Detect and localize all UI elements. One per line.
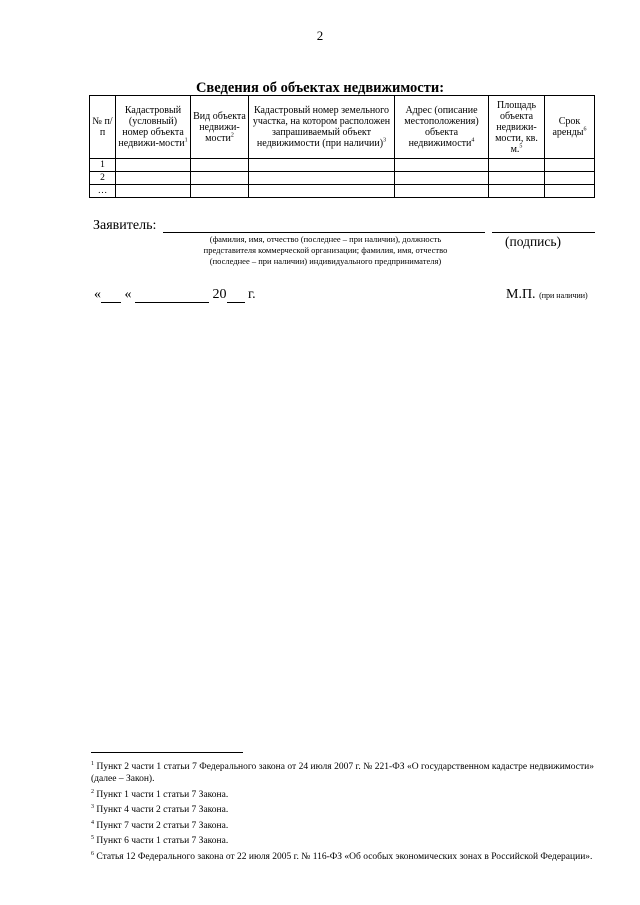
header-address: Адрес (описание местоположения) объекта недвижимости$^4$ <box>395 96 489 159</box>
footnote-divider <box>91 752 243 753</box>
header-lease-term: Срок аренды$^6$ <box>545 96 595 159</box>
page-number: 2 <box>316 28 324 43</box>
date-day-field[interactable] <box>101 302 121 303</box>
real-estate-table <box>89 95 595 198</box>
date-open-quote: « <box>94 287 101 302</box>
signature-field[interactable] <box>492 232 595 233</box>
table-cell[interactable] <box>489 185 545 198</box>
table-cell: 2 <box>90 172 116 185</box>
signature-caption: (подпись) <box>505 234 562 249</box>
table-cell[interactable] <box>545 172 595 185</box>
table-cell[interactable] <box>191 172 249 185</box>
table-cell[interactable] <box>489 172 545 185</box>
footnote: $^2$ Пункт 1 части 1 статьи 7 Закона. <box>91 788 229 800</box>
applicant-caption-line: (фамилия, имя, отчество (последнее – при наличии), должность <box>209 234 442 244</box>
applicant-label: Заявитель: <box>93 218 157 233</box>
footnotes <box>91 758 594 863</box>
table-cell[interactable] <box>545 185 595 198</box>
table-row <box>90 185 595 198</box>
table-cell[interactable] <box>545 159 595 172</box>
date-year-field[interactable] <box>227 302 245 303</box>
table-row <box>90 172 595 185</box>
table-cell[interactable] <box>116 185 191 198</box>
header-area: Площадь объекта недвижи-мости, кв. м.$^5$ <box>489 96 545 159</box>
header-row-number: № п/п <box>90 96 116 159</box>
table-cell[interactable] <box>489 159 545 172</box>
applicant-caption <box>168 234 483 267</box>
table-cell[interactable] <box>249 185 395 198</box>
header-cadastral-number: Кадастровый (условный) номер объекта недвижи-мости$^1$ <box>116 96 191 159</box>
footnote: $^3$ Пункт 4 части 2 статьи 7 Закона. <box>91 804 229 816</box>
stamp-label: М.П. <box>506 287 536 302</box>
stamp-note: (при наличии) <box>539 291 588 300</box>
stamp-place <box>506 287 588 303</box>
applicant-caption-line: (последнее – при наличии) индивидуального предпринимателя) <box>209 256 442 266</box>
table-cell[interactable] <box>116 172 191 185</box>
table-header-row <box>90 96 595 159</box>
applicant-caption-line: представителя коммерческой организации; фамилия, имя, отчество <box>203 245 448 255</box>
table-cell: … <box>90 185 116 198</box>
date-year-prefix: 20 <box>212 287 227 302</box>
table-cell[interactable] <box>395 159 489 172</box>
footnote: $^6$ Статья 12 Федерального закона от 22 июля 2005 г. № 116-ФЗ «Об особых экономических зонах в Российской Федерации». <box>91 850 593 862</box>
footnote: $^1$ Пункт 2 части 1 статьи 7 Федерального закона от 24 июля 2007 г. № 221-ФЗ «О государственном кадастре недвижимости» (далее – Закон). <box>91 761 594 785</box>
date-close-quote: « <box>124 287 132 302</box>
date-month-field[interactable] <box>135 302 209 303</box>
table-cell[interactable] <box>249 172 395 185</box>
footnote: $^4$ Пункт 7 части 2 статьи 7 Закона. <box>91 819 229 831</box>
footnote: $^5$ Пункт 6 части 1 статьи 7 Закона. <box>91 835 229 847</box>
header-object-type: Вид объекта недвижи-мости$^2$ <box>191 96 249 159</box>
section-title: Сведения об объектах недвижимости: <box>195 80 445 96</box>
table-cell[interactable] <box>395 172 489 185</box>
applicant-name-field[interactable] <box>163 232 485 233</box>
table-cell[interactable] <box>249 159 395 172</box>
table-cell[interactable] <box>191 185 249 198</box>
table-cell: 1 <box>90 159 116 172</box>
date-year-suffix: г. <box>248 287 256 302</box>
header-land-plot-number: Кадастровый номер земельного участка, на котором расположен запрашиваемый объект недвижимости (при наличии)$^3$ <box>249 96 395 159</box>
table-cell[interactable] <box>395 185 489 198</box>
table-row <box>90 159 595 172</box>
table-cell[interactable] <box>116 159 191 172</box>
date-line <box>94 287 256 303</box>
table-cell[interactable] <box>191 159 249 172</box>
